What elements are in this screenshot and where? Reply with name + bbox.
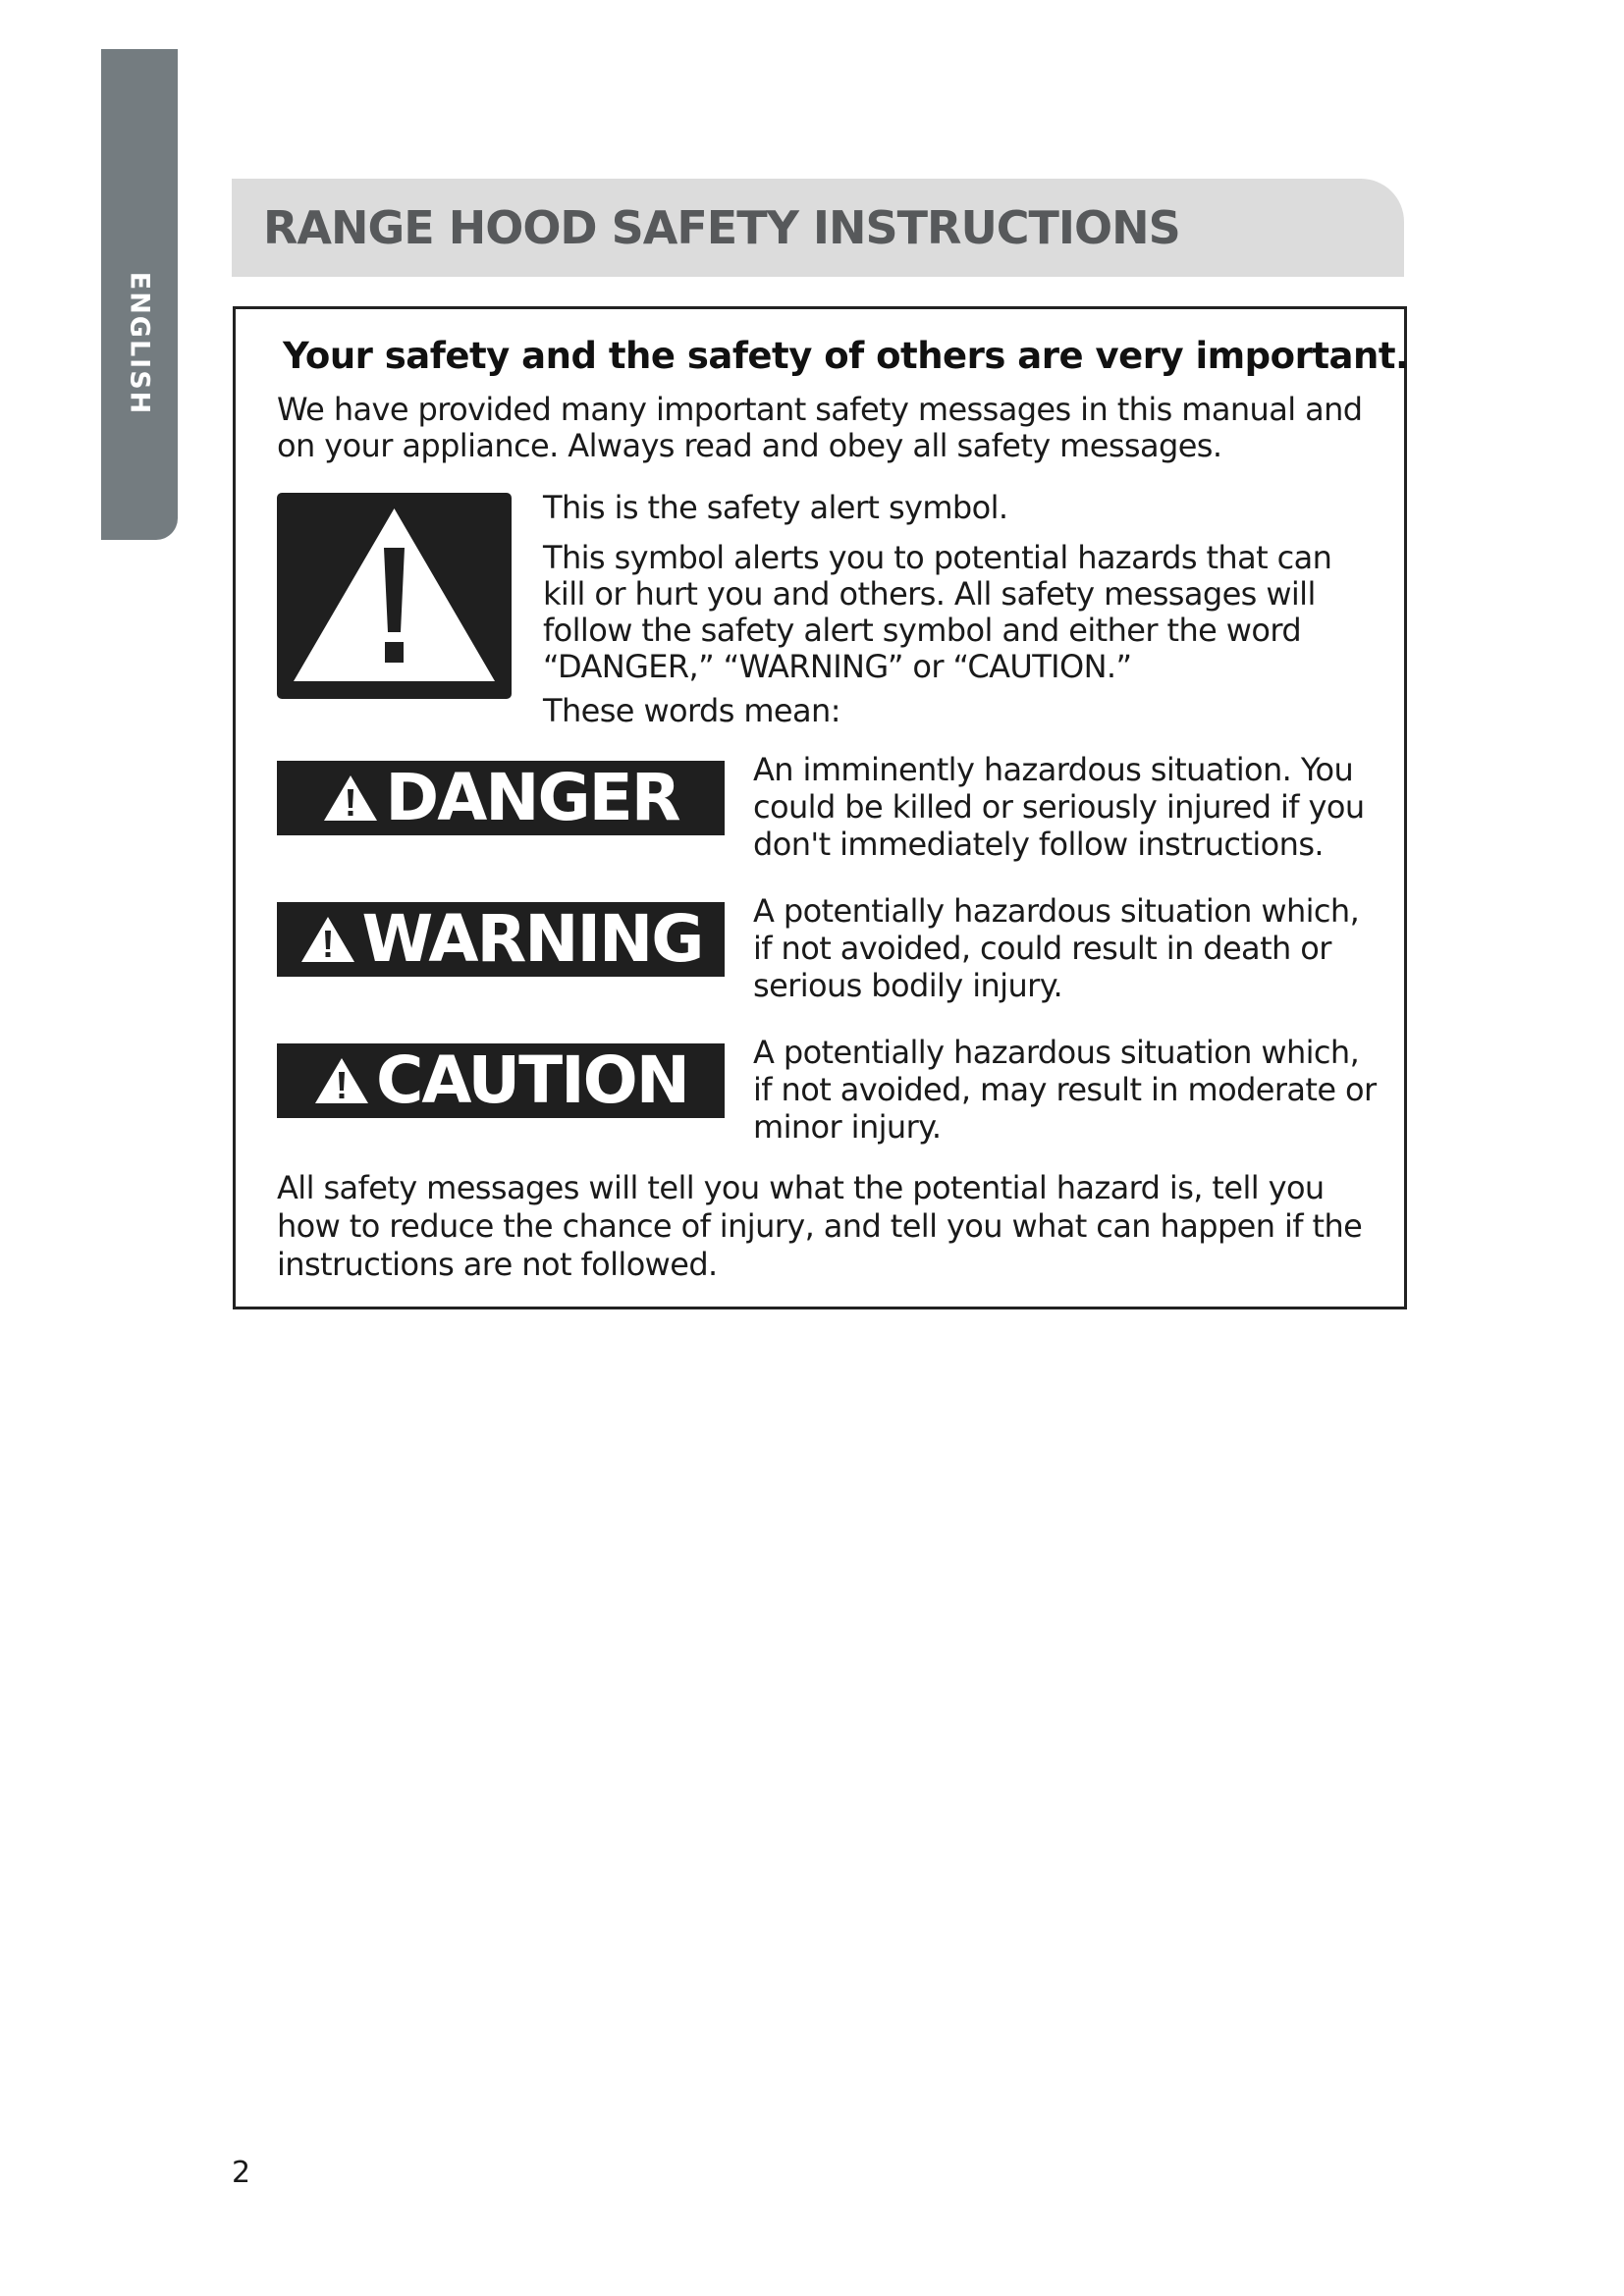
symbol-description: This symbol alerts you to potential hazards that can kill or hurt you and others. All safety messages will follow the safety alert symbol and either the word “DANGER,” “WARNING” or “CAUTION.” xyxy=(543,539,1332,685)
danger-definition: An imminently hazardous situation. You could be killed or seriously injured if you don't immediately follow instructions. xyxy=(753,751,1365,863)
warning-triangle-icon xyxy=(299,914,356,965)
caution-word: CAUTION xyxy=(376,1042,688,1118)
warning-triangle-icon xyxy=(277,493,512,699)
danger-word: DANGER xyxy=(385,760,679,835)
safety-heading: Your safety and the safety of others are very important. xyxy=(283,335,1409,377)
caution-definition: A potentially hazardous situation which, if not avoided, may result in moderate or minor injury. xyxy=(753,1034,1377,1146)
language-tab-label: ENGLISH xyxy=(124,271,155,416)
warning-word: WARNING xyxy=(361,901,703,977)
language-tab xyxy=(101,49,178,540)
symbol-caption: This is the safety alert symbol. xyxy=(543,489,1008,526)
safety-closing: All safety messages will tell you what the potential hazard is, tell you how to reduce the chance of injury, and tell you what can happen if the instructions are not followed. xyxy=(277,1169,1363,1283)
page-title: RANGE HOOD SAFETY INSTRUCTIONS xyxy=(263,201,1180,254)
danger-label xyxy=(277,761,725,835)
section-header xyxy=(232,179,1404,277)
words-mean-label: These words mean: xyxy=(543,692,840,729)
safety-info-box xyxy=(233,306,1407,1309)
warning-label xyxy=(277,902,725,977)
page-number: 2 xyxy=(232,2156,251,2190)
warning-definition: A potentially hazardous situation which, if not avoided, could result in death or serious bodily injury. xyxy=(753,892,1360,1004)
warning-triangle-icon xyxy=(322,773,379,824)
safety-intro: We have provided many important safety messages in this manual and on your appliance. Always read and obey all safety messages. xyxy=(277,391,1363,464)
caution-label xyxy=(277,1043,725,1118)
warning-triangle-icon xyxy=(313,1055,370,1106)
